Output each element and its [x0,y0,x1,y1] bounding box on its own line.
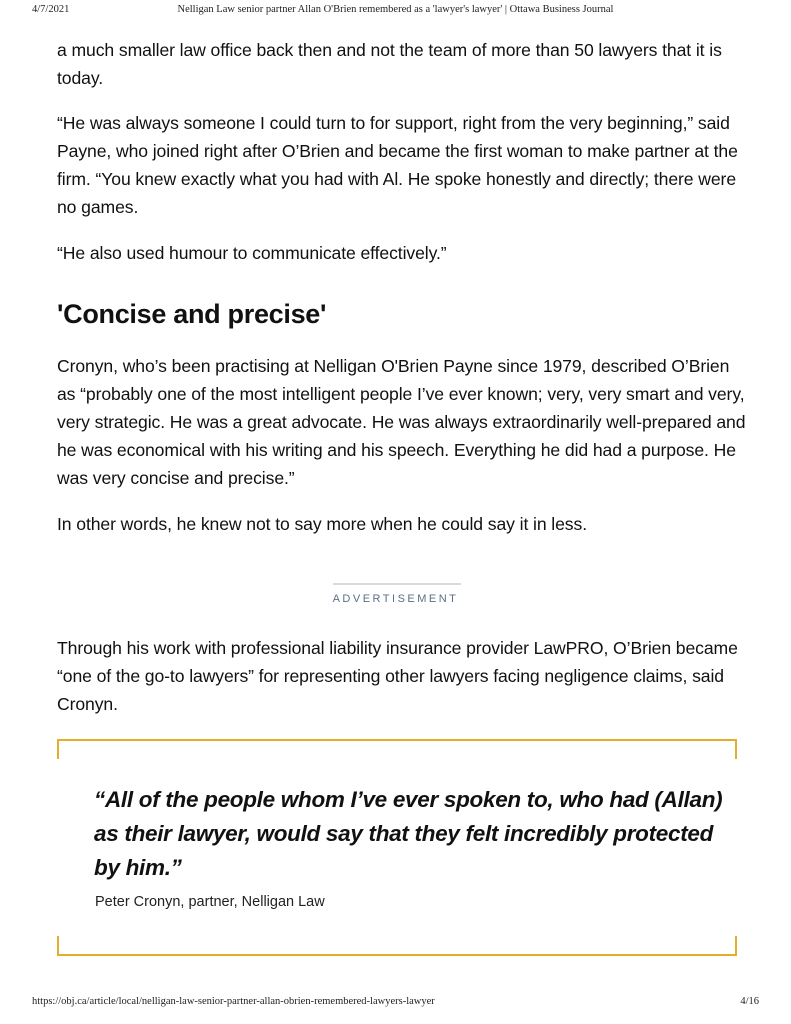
pull-quote-corner [57,936,67,956]
article-paragraph: “He also used humour to communicate effectively.” [57,243,447,263]
pull-quote-top-rule [57,739,737,741]
pull-quote-attribution: Peter Cronyn, partner, Nelligan Law [95,894,325,910]
pull-quote-corner [57,739,67,759]
article-paragraph: Through his work with professional liability insurance provider LawPRO, O’Brien became “one of the go-to lawyers” for representing other lawyers facing negligence claims, said Cronyn. [57,638,738,714]
print-page-title: Nelligan Law senior partner Allan O'Brien remembered as a 'lawyer's lawyer' | Ottawa Business Journal [177,4,614,15]
article-paragraph: In other words, he knew not to say more when he could say it in less. [57,514,587,534]
article-body [57,36,747,556]
pull-quote-corner [727,739,737,759]
pull-quote-text: “All of the people whom I’ve ever spoken to, who had (Allan) as their lawyer, would say that they felt incredibly protected by him.” [94,787,723,880]
article-body-continued [57,634,747,736]
advertisement-divider [333,583,461,585]
section-subhead: 'Concise and precise' [57,299,327,329]
article-paragraph: Cronyn, who’s been practising at Nelligan O'Brien Payne since 1979, described O’Brien as “probably one of the most intelligent people I’ve ever known; very, very smart and very, very strategic. He was a great advocate. He was always extraordinarily well-prepared and he was economical with his writing and his speech. Everything he did had a purpose. He was very concise and precise.” [57,356,746,488]
article-paragraph: a much smaller law office back then and not the team of more than 50 lawyers that it is today. [57,40,722,88]
print-footer [0,996,791,1012]
print-date: 4/7/2021 [32,4,70,15]
pull-quote-bottom-rule [57,954,737,956]
print-page-number: 4/16 [740,996,759,1007]
advertisement-label: ADVERTISEMENT [332,593,459,605]
article-paragraph: “He was always someone I could turn to for support, right from the very beginning,” said Payne, who joined right after O’Brien and became the first woman to make partner at the firm. “You knew exactly what you had with Al. He spoke honestly and directly; there were no games. [57,113,738,217]
print-header [0,4,791,20]
pull-quote [57,739,737,956]
advertisement-placeholder [0,583,791,613]
print-url: https://obj.ca/article/local/nelligan-law-senior-partner-allan-obrien-remembered-lawyers-lawyer [32,996,435,1007]
pull-quote-corner [727,936,737,956]
